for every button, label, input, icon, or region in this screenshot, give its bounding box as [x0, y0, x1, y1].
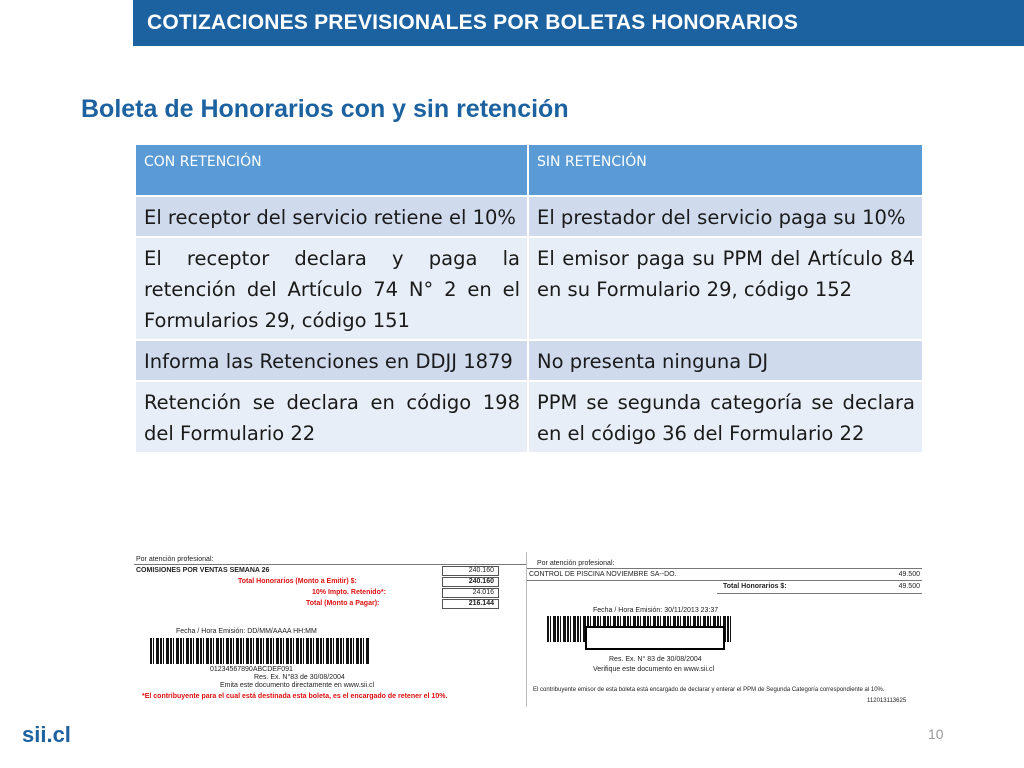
page-number: 10 — [928, 726, 944, 742]
table-row — [135, 381, 923, 453]
receipt-verify-text: Emita este documento directamente en www.sii.cl — [220, 682, 375, 689]
receipt-footnote: *El contribuyente para el cual está destinada esta boleta, es el encargado de retener el 10%. — [142, 693, 448, 700]
receipt-resolution: Res. Ex. N°83 de 30/08/2004 — [254, 674, 345, 681]
table-row — [135, 196, 923, 237]
receipt-total-honorarios-value: 49.500 — [898, 583, 920, 590]
table-cell: El receptor del servicio retiene el 10% — [135, 196, 528, 237]
receipt-total-honorarios-label: Total Honorarios $: — [723, 583, 787, 590]
receipt-sin-retencion-image — [527, 552, 922, 707]
receipt-footnote: El contribuyente emisor de esta boleta está encargado de declarar y enterar el PPM de Segunda Categoría correspondiente al 10%. — [533, 687, 885, 693]
receipt-barcode-number: 01234567890ABCDEF091 — [210, 666, 293, 673]
divider — [134, 564, 526, 565]
divider — [527, 580, 922, 581]
table-row — [135, 340, 923, 381]
table-cell: Retención se declara en código 198 del Formulario 22 — [135, 381, 528, 453]
receipt-code: 112013113625 — [867, 698, 907, 704]
table-cell: El prestador del servicio paga su 10% — [528, 196, 923, 237]
receipt-line-value: 49.500 — [898, 571, 920, 578]
table-cell: El emisor paga su PPM del Artículo 84 en su Formulario 29, código 152 — [528, 237, 923, 340]
banner-title: COTIZACIONES PREVISIONALES POR BOLETAS HONORARIOS — [147, 11, 799, 34]
receipt-line-item: CONTROL DE PISCINA NOVIEMBRE SA--DO. — [529, 571, 677, 578]
receipt-heading: Por atención profesional: — [537, 560, 615, 567]
receipt-con-retencion-image — [134, 552, 527, 707]
divider — [527, 568, 922, 569]
divider — [717, 593, 922, 594]
receipt-total-pagar-value: 216.144 — [468, 600, 494, 607]
comparison-table — [134, 143, 924, 454]
column-header-sin-retencion: SIN RETENCIÓN — [528, 144, 923, 196]
column-header-con-retencion: CON RETENCIÓN — [135, 144, 528, 196]
receipt-resolution: Res. Ex. N° 83 de 30/08/2004 — [609, 656, 702, 663]
receipt-total-honorarios-label: Total Honorarios (Monto a Emitir) $: — [238, 578, 357, 585]
table-cell: El receptor declara y paga la retención del Artículo 74 N° 2 en el Formularios 29, código 151 — [135, 237, 528, 340]
barcode — [150, 638, 370, 664]
sii-logo: sii.cl — [22, 722, 71, 747]
receipt-retencion-value: 24.016 — [472, 589, 494, 596]
table-cell: No presenta ninguna DJ — [528, 340, 923, 381]
receipt-line-value: 240.160 — [468, 567, 494, 574]
receipt-total-honorarios-value: 240.160 — [468, 578, 494, 585]
table-row — [135, 237, 923, 340]
redaction-box — [585, 626, 725, 650]
table-cell: Informa las Retenciones en DDJJ 1879 — [135, 340, 528, 381]
table-cell: PPM se segunda categoría se declara en el código 36 del Formulario 22 — [528, 381, 923, 453]
receipt-retencion-label: 10% Impto. Retenido*: — [312, 589, 386, 596]
receipt-heading: Por atención profesional: — [136, 556, 214, 563]
receipt-date-label: Fecha / Hora Emisión: DD/MM/AAAA HH:MM — [176, 628, 317, 635]
receipt-verify-text: Verifique este documento en www.sii.cl — [593, 666, 715, 673]
receipt-total-pagar-label: Total (Monto a Pagar): — [306, 600, 380, 607]
table-header-row — [135, 144, 923, 196]
receipt-date-label: Fecha / Hora Emisión: 30/11/2013 23:37 — [593, 607, 719, 614]
receipt-line-item: COMISIONES POR VENTAS SEMANA 26 — [136, 567, 270, 574]
title-banner — [133, 0, 1024, 46]
slide-subtitle: Boleta de Honorarios con y sin retención — [81, 95, 569, 123]
